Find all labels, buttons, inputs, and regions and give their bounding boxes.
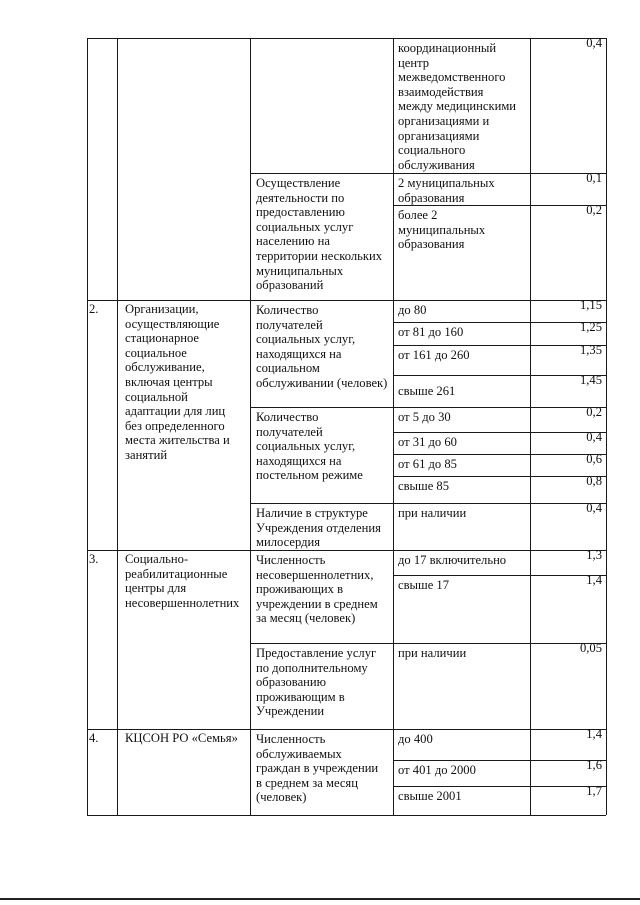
coefficient-value: 0,4 <box>586 36 602 50</box>
criterion-text: Количество получателей социальных услуг, находящихся на постельном режиме <box>256 410 363 483</box>
coefficient-value: 0,4 <box>586 501 602 515</box>
criterion-text: Осуществление деятельности по предоставлению социальных услуг населению на территории нескольких муниципальных образований <box>256 176 383 293</box>
condition-text: более 2 муниципальных образования <box>398 208 486 252</box>
coefficient-value: 1,35 <box>579 343 602 357</box>
criterion-text: Предоставление услуг по дополнительному образованию проживающим в Учреждении <box>256 646 377 719</box>
column-rule <box>393 38 394 815</box>
coefficient-value: 1,7 <box>586 784 602 798</box>
condition-text: при наличии <box>398 506 467 520</box>
coefficient-value: 0,8 <box>586 474 602 488</box>
criterion-text: Количество получателей социальных услуг, находящихся на социальном обслуживании (человек) <box>256 303 388 390</box>
criterion-text: Наличие в структуре Учреждения отделения милосердия <box>256 506 381 550</box>
coefficient-value: 1,4 <box>586 727 602 741</box>
column-rule <box>530 38 531 815</box>
condition-text: при наличии <box>398 646 467 660</box>
coefficient-value: 0,05 <box>579 641 602 655</box>
page-bottom-rule <box>0 898 640 900</box>
criterion-text: Численность обслуживаемых граждан в учреждении в среднем за месяц (человек) <box>256 732 379 805</box>
condition-text: от 81 до 160 <box>398 325 464 339</box>
condition-text: свыше 85 <box>398 479 450 493</box>
condition-text: 2 муниципальных образования <box>398 176 495 205</box>
column-rule <box>606 38 607 815</box>
coefficient-value: 1,45 <box>579 373 602 387</box>
organization-name: Организации, осуществляющие стационарное социальное обслуживание, включая центры социальной адаптации для лиц без определенного места жительства и занятий <box>125 302 230 462</box>
column-rule <box>250 38 251 815</box>
condition-text: от 5 до 30 <box>398 410 451 424</box>
coefficient-value: 0,6 <box>586 452 602 466</box>
column-rule <box>87 38 88 815</box>
condition-text: свыше 2001 <box>398 789 462 803</box>
table-bottom-rule <box>87 815 606 816</box>
coefficient-value: 1,6 <box>586 758 602 772</box>
coefficient-value: 0,2 <box>586 203 602 217</box>
row-number: 4. <box>89 731 99 745</box>
condition-text: до 400 <box>398 732 433 746</box>
condition-text: координационный центр межведомственного взаимодействия между медицинскими организациями и организациями социального обслуживания <box>398 41 517 172</box>
condition-text: от 31 до 60 <box>398 435 457 449</box>
column-rule <box>117 38 118 815</box>
condition-text: до 80 <box>398 303 427 317</box>
coefficient-value: 0,4 <box>586 430 602 444</box>
condition-text: свыше 17 <box>398 578 450 592</box>
coefficient-value: 1,4 <box>586 573 602 587</box>
organization-name: КЦСОН РО «Семья» <box>125 731 238 745</box>
coefficient-value: 0,2 <box>586 405 602 419</box>
condition-text: от 401 до 2000 <box>398 763 476 777</box>
condition-text: от 161 до 260 <box>398 348 470 362</box>
row-number: 3. <box>89 552 99 566</box>
organization-name: Социально- реабилитационные центры для несовершеннолетних <box>125 552 240 610</box>
row-number: 2. <box>89 302 99 316</box>
coefficient-value: 1,3 <box>586 548 602 562</box>
coefficient-value: 1,15 <box>579 298 602 312</box>
condition-text: свыше 261 <box>398 384 456 398</box>
condition-text: до 17 включительно <box>398 553 507 567</box>
coefficient-value: 1,25 <box>579 320 602 334</box>
criterion-text: Численность несовершеннолетних, проживающих в учреждении в среднем за месяц (человек) <box>256 553 378 626</box>
condition-text: от 61 до 85 <box>398 457 457 471</box>
coefficient-value: 0,1 <box>586 171 602 185</box>
